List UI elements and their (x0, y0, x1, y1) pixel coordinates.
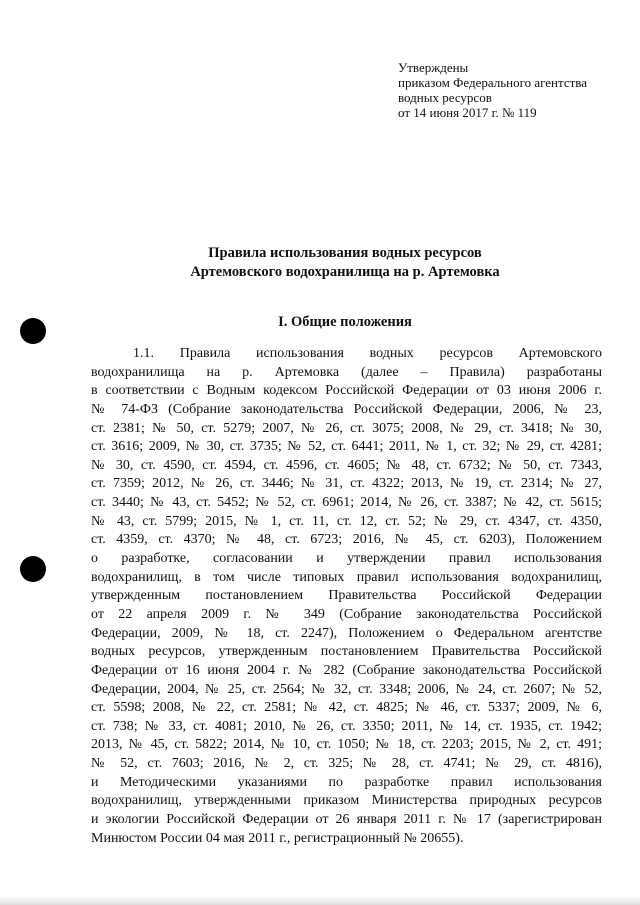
paragraph-line: Федерации, 2004, № 25, ст. 2564; № 32, ст. 3348; 2006, № 24, ст. 2607; № 52, (91, 681, 602, 697)
paragraph-line: о разработке, согласовании и утверждении правил использования (91, 551, 602, 567)
paragraph-line: водохранилища на р. Артемовка (далее – Правила) разработаны (91, 364, 602, 380)
punch-hole-bottom (20, 556, 46, 582)
document-title (90, 244, 600, 282)
paragraph-line: 1.1. Правила использования водных ресурсов Артемовского (133, 346, 602, 361)
paragraph-line: водохранилищ, в том числе типовых правил использования водохранилищ, (91, 569, 602, 585)
paragraph-line: водных ресурсов, утвержденным постановлением Правительства Российской (91, 644, 602, 660)
approval-line: приказом Федерального агентства (398, 75, 588, 90)
paragraph-line: № 52, ст. 7603; 2016, № 2, ст. 325; № 28, ст. 4741; № 29, ст. 4816), (91, 756, 602, 772)
approval-line: от 14 июня 2017 г. № 119 (398, 105, 537, 120)
punch-hole-top (20, 318, 46, 344)
paragraph-line: ст. 738; № 33, ст. 4081; 2010, № 26, ст. 3350; 2011, № 14, ст. 1935, ст. 1942; (91, 718, 602, 734)
paragraph-line: ст. 7359; 2012, № 26, ст. 3446; № 31, ст. 4322; 2013, № 19, ст. 2314; № 27, (91, 476, 602, 492)
paragraph-line: № 43, ст. 5799; 2015, № 1, ст. 11, ст. 12, ст. 52; № 29, ст. 4347, ст. 4350, (91, 513, 602, 529)
paragraph-line: утвержденным постановлением Правительства Российской Федерации (91, 588, 602, 604)
paragraph-line: в соответствии с Водным кодексом Российской Федерации от 03 июня 2006 г. (91, 383, 602, 399)
paragraph-line: и Методическими указаниями по разработке правил использования (91, 774, 602, 790)
paragraph-line: ст. 3616; 2009, № 30, ст. 3735; № 52, ст. 6441; 2011, № 1, ст. 32; № 29, ст. 4281; (91, 439, 602, 455)
title-line: Артемовского водохранилища на р. Артемовка (190, 264, 500, 280)
paragraph-line: ст. 2381; № 50, ст. 5279; 2007, № 26, ст. 3075; 2008, № 29, ст. 3418; № 30, (91, 420, 602, 436)
paragraph-last-line: Минюстом России 04 мая 2011 г., регистрационный № 20655). (91, 830, 464, 846)
paragraph-line: ст. 4359, ст. 4370; № 48, ст. 6723; 2016, № 45, ст. 6203), Положением (91, 532, 602, 548)
paragraph-line: Федерации от 16 июня 2004 г. № 282 (Собрание законодательства Российской (91, 662, 602, 678)
approval-line: водных ресурсов (398, 90, 492, 105)
approval-stamp (398, 60, 628, 120)
paragraph-line: водохранилищ, утвержденными приказом Министерства природных ресурсов (91, 793, 602, 809)
paragraph-line: ст. 3440; № 43, ст. 5452; № 52, ст. 6961; 2014, № 26, ст. 3387; № 42, ст. 5615; (91, 495, 602, 511)
section-heading: I. Общие положения (278, 314, 412, 330)
title-line: Правила использования водных ресурсов (208, 245, 482, 261)
paragraph-line: от 22 апреля 2009 г. № 349 (Собрание законодательства Российской (91, 606, 602, 622)
paragraph-1-1 (91, 345, 602, 848)
paragraph-line: 2013, № 45, ст. 5822; 2014, № 10, ст. 1050; № 18, ст. 2203; 2015, № 2, ст. 491; (91, 737, 602, 753)
paragraph-line: № 30, ст. 4590, ст. 4594, ст. 4596, ст. 4605; № 48, ст. 6732; № 50, ст. 7343, (91, 457, 602, 473)
page-bottom-edge (0, 896, 640, 905)
paragraph-line: Федерации, 2009, № 18, ст. 2247), Положением о Федеральном агентстве (91, 625, 602, 641)
paragraph-line: и экологии Российской Федерации от 26 января 2011 г. № 17 (зарегистрирован (91, 812, 602, 828)
paragraph-line: № 74-ФЗ (Собрание законодательства Российской Федерации, 2006, № 23, (91, 401, 602, 417)
paragraph-line: ст. 5598; 2008, № 22, ст. 2581; № 42, ст. 4825; № 46, ст. 5337; 2009, № 6, (91, 700, 602, 716)
approval-line: Утверждены (398, 60, 469, 75)
